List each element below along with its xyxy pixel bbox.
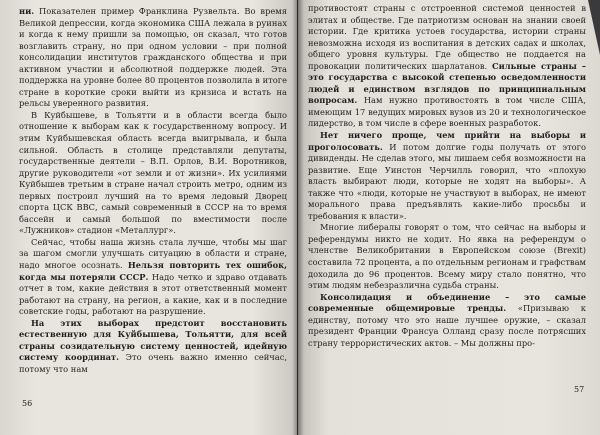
bold-text-run: Нет ничего проще, чем прийти на выборы и проголосовать.: [308, 130, 586, 152]
page-number-left: 56: [22, 399, 33, 408]
paragraph: [308, 222, 586, 291]
text-run: И потом долгие годы получать от этого дивиденды. Не сделав этого, мы лишаем себя возможности на развитие. Еще Уинстон Черчилль говорил, что «плохую власть выбирают люди, которые не ходят на выборы». А также что «люди, которые не участвуют в выборах, не имеют морального права предъявлять какие-либо просьбы и требования к власти».: [308, 141, 586, 221]
left-page-text: [19, 6, 287, 376]
paragraph: [19, 6, 287, 110]
right-page: [298, 0, 600, 435]
text-run: В Куйбышеве, в Тольятти и в области всегда было отношение к выборам как к государственному вопросу. И этим Куйбышевская область всегда выигрывала, и была сильной. Область в столице представляли депутаты, государственные деятели – В.П. Орлов, В.И. Воротников, другие руководители «от земли и от жизни». Их усилиями Куйбышев третьим в стране начал строить метро, одним из первых построил лучший на то время ледовый Дворец спорта ЦСК ВВС, самый современный в СССР на то время бассейн и самый большой по вместимости после «Лужников» стадион «Металлург».: [19, 109, 287, 236]
paragraph: [308, 3, 586, 130]
bold-text-run: ни.: [19, 6, 35, 16]
bold-text-run: На этих выборах предстоит восстановить естественную для Куйбышева, Тольятти, для всей страны созидательную систему ценностей, идейную систему координат.: [19, 317, 287, 363]
paragraph: [19, 318, 287, 376]
text-run: противостоят страны с отстроенной системой ценностей в элитах и обществе. Где патриотизм основан на знании своей истории. Где критика устоев государства, истории страны невозможна исходя из воспитания в детских садах и школах, общего уровня культуры. Где общество не поддается на провокации политических шарлатанов.: [308, 3, 586, 71]
text-run: «Призываю к единству, потому что это наше лучшее оружие, – сказал президент Франции Франсуа Олланд сразу после потрясших страну террористических актов. – Мы должны про-: [308, 303, 586, 348]
text-run: Это очень важно именно сейчас, потому что нам: [19, 352, 287, 374]
left-page: [0, 0, 297, 435]
right-page-text: [308, 3, 586, 349]
bold-text-run: Консолидация и объединение – это самые современные общемировые тренды.: [308, 291, 586, 314]
paragraph: [19, 237, 287, 318]
book-gutter: [292, 0, 304, 435]
paragraph: [308, 292, 586, 350]
text-run: Надо четко и здраво отдавать отчет в том, какие действия в этот ответственный момент работают на страну, на регион, а какие, как и в последние советские годы, работают на разрушение.: [19, 271, 287, 317]
text-run: Сейчас, чтобы наша жизнь стала лучше, чтобы мы шаг за шагом смогли улучшать ситуацию в области и стране, надо многое осознать.: [19, 236, 287, 271]
text-run: Многие либералы говорят о том, что сейчас на выборы и референдумы никто не ходит. Но явка на референдум о членстве Великобритании в Европейском союзе (Brexit) составила 72 процента, а по отдельным регионам и графствам доходила до 96 процентов. Всему миру стало понятно, что этим людям небезразлична судьба страны.: [308, 222, 586, 291]
paragraph: [308, 130, 586, 222]
bold-text-run: Нельзя повторить тех ошибок, когда мы потеряли СССР.: [19, 260, 287, 282]
text-run: Нам нужно противостоять в том числе США, имеющим 17 ведущих мировых вузов из 20 и технологическое лидерство, в том числе в сфере военных разработок.: [308, 95, 586, 129]
bold-text-run: Сильные страны – это государства с высокой степенью осведомленности людей и единством взглядов по принципиальным вопросам.: [308, 60, 586, 106]
page-number-right: 57: [574, 385, 585, 394]
text-run: Показателен пример Франклина Рузвельта. Во время Великой депрессии, когда экономика США лежала в руинах и когда к нему пришли за помощью, он сказал, что готов возглавить страну, но при одном условии – при полной консолидации институтов гражданского общества и при активном участии и абсолютной поддержке людей. Эта поддержка на уровне более 80 процентов позволила в итоге стране в короткие сроки выйти из кризиса и встать на рельсы уверенного развития.: [19, 6, 287, 109]
paragraph: [19, 110, 287, 237]
